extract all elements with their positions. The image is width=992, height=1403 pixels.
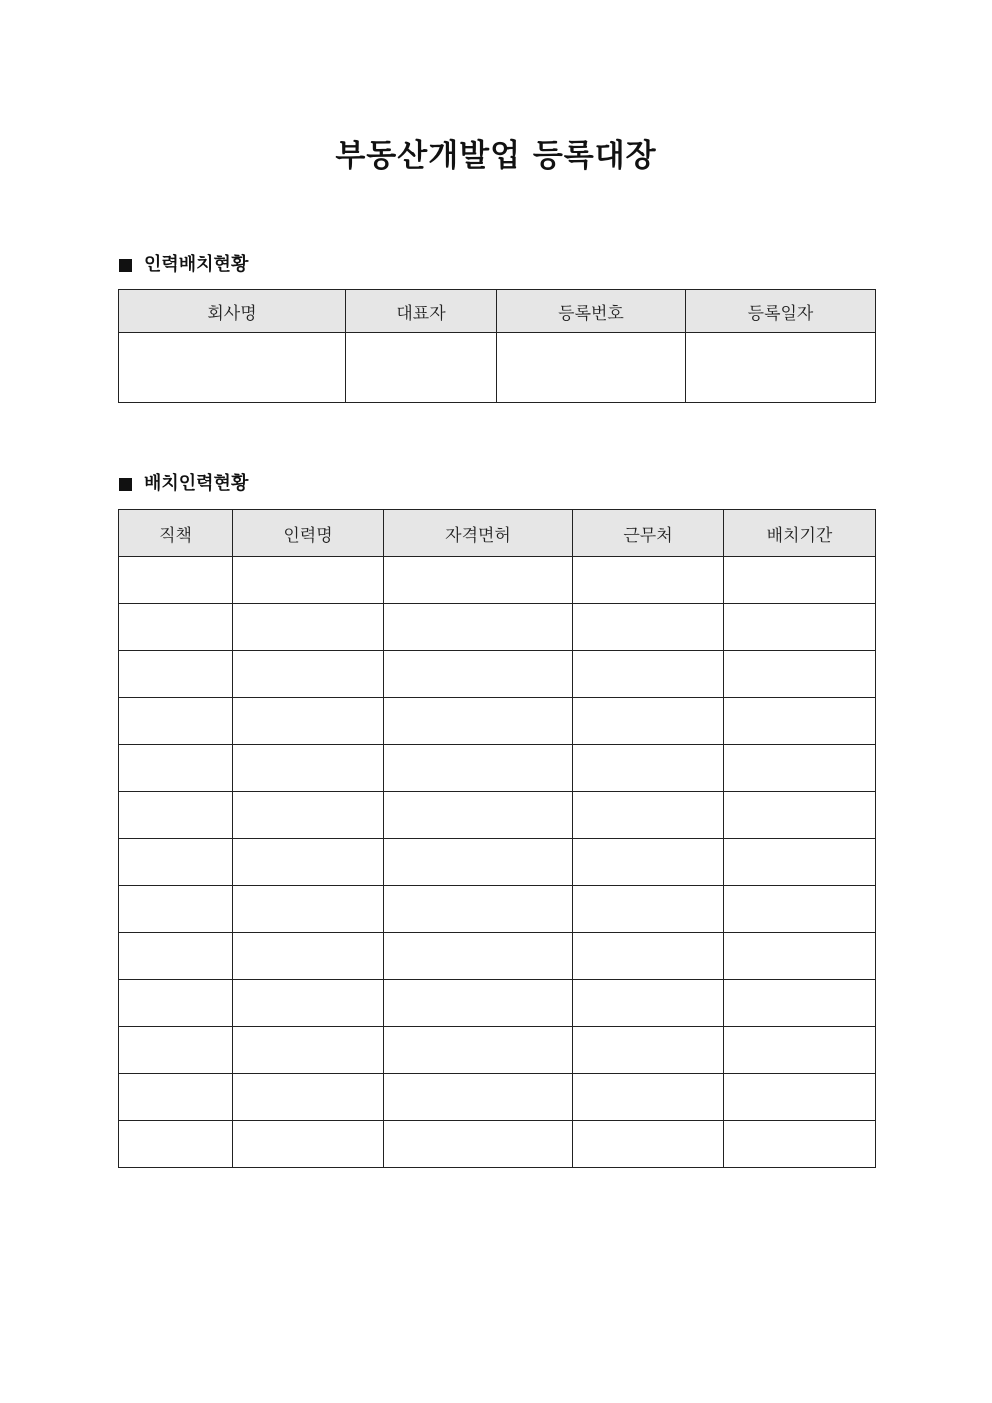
staff-name-cell[interactable] <box>233 651 384 698</box>
workplace-cell[interactable] <box>573 1074 724 1121</box>
license-cell[interactable] <box>384 1074 573 1121</box>
table-header-row <box>119 510 876 557</box>
license-cell[interactable] <box>384 698 573 745</box>
square-bullet-icon <box>119 259 132 272</box>
table-row <box>119 651 876 698</box>
table-row <box>119 792 876 839</box>
column-header-placement-period: 배치기간 <box>724 510 876 557</box>
workplace-cell[interactable] <box>573 557 724 604</box>
staff-name-cell[interactable] <box>233 933 384 980</box>
column-header-staff-name: 인력명 <box>233 510 384 557</box>
license-cell[interactable] <box>384 1027 573 1074</box>
license-cell[interactable] <box>384 980 573 1027</box>
position-cell[interactable] <box>119 604 233 651</box>
table-row <box>119 886 876 933</box>
position-cell[interactable] <box>119 839 233 886</box>
license-cell[interactable] <box>384 604 573 651</box>
staff-name-cell[interactable] <box>233 604 384 651</box>
placement-period-cell[interactable] <box>724 886 876 933</box>
position-cell[interactable] <box>119 557 233 604</box>
workplace-cell[interactable] <box>573 651 724 698</box>
placement-period-cell[interactable] <box>724 1074 876 1121</box>
placement-period-cell[interactable] <box>724 698 876 745</box>
column-header-company-name: 회사명 <box>119 290 346 333</box>
document-title: 부동산개발업 등록대장 <box>335 138 657 174</box>
table-row <box>119 933 876 980</box>
workplace-cell[interactable] <box>573 886 724 933</box>
section-heading-assigned-staff <box>119 472 248 496</box>
position-cell[interactable] <box>119 698 233 745</box>
license-cell[interactable] <box>384 651 573 698</box>
workplace-cell[interactable] <box>573 839 724 886</box>
table-row <box>119 557 876 604</box>
assigned-staff-table <box>118 509 876 1168</box>
workplace-cell[interactable] <box>573 604 724 651</box>
license-cell[interactable] <box>384 792 573 839</box>
workplace-cell[interactable] <box>573 698 724 745</box>
column-header-registration-number: 등록번호 <box>497 290 686 333</box>
placement-period-cell[interactable] <box>724 792 876 839</box>
placement-period-cell[interactable] <box>724 933 876 980</box>
workplace-cell[interactable] <box>573 792 724 839</box>
staff-name-cell[interactable] <box>233 557 384 604</box>
position-cell[interactable] <box>119 980 233 1027</box>
staff-name-cell[interactable] <box>233 886 384 933</box>
license-cell[interactable] <box>384 745 573 792</box>
position-cell[interactable] <box>119 745 233 792</box>
staff-name-cell[interactable] <box>233 1121 384 1168</box>
column-header-position: 직책 <box>119 510 233 557</box>
staff-name-cell[interactable] <box>233 1074 384 1121</box>
column-header-registration-date: 등록일자 <box>686 290 876 333</box>
position-cell[interactable] <box>119 933 233 980</box>
staff-name-cell[interactable] <box>233 745 384 792</box>
placement-period-cell[interactable] <box>724 651 876 698</box>
section-heading-staff-placement <box>119 253 248 277</box>
staff-name-cell[interactable] <box>233 980 384 1027</box>
placement-period-cell[interactable] <box>724 980 876 1027</box>
company-name-cell[interactable] <box>119 333 346 403</box>
registration-number-cell[interactable] <box>497 333 686 403</box>
position-cell[interactable] <box>119 1121 233 1168</box>
workplace-cell[interactable] <box>573 1027 724 1074</box>
workplace-cell[interactable] <box>573 933 724 980</box>
license-cell[interactable] <box>384 933 573 980</box>
position-cell[interactable] <box>119 1074 233 1121</box>
table-row <box>119 698 876 745</box>
registration-date-cell[interactable] <box>686 333 876 403</box>
table-header-row <box>119 290 876 333</box>
placement-period-cell[interactable] <box>724 557 876 604</box>
table-row <box>119 839 876 886</box>
placement-period-cell[interactable] <box>724 839 876 886</box>
license-cell[interactable] <box>384 557 573 604</box>
assigned-staff-rows <box>119 557 876 1168</box>
license-cell[interactable] <box>384 839 573 886</box>
placement-period-cell[interactable] <box>724 604 876 651</box>
company-info-table <box>118 289 876 403</box>
position-cell[interactable] <box>119 1027 233 1074</box>
placement-period-cell[interactable] <box>724 745 876 792</box>
position-cell[interactable] <box>119 792 233 839</box>
section-heading-label: 인력배치현황 <box>144 254 249 275</box>
placement-period-cell[interactable] <box>724 1121 876 1168</box>
table-row <box>119 1027 876 1074</box>
table-row <box>119 604 876 651</box>
workplace-cell[interactable] <box>573 980 724 1027</box>
column-header-license: 자격면허 <box>384 510 573 557</box>
column-header-workplace: 근무처 <box>573 510 724 557</box>
position-cell[interactable] <box>119 651 233 698</box>
staff-name-cell[interactable] <box>233 792 384 839</box>
position-cell[interactable] <box>119 886 233 933</box>
staff-name-cell[interactable] <box>233 1027 384 1074</box>
representative-cell[interactable] <box>346 333 497 403</box>
table-row <box>119 980 876 1027</box>
staff-name-cell[interactable] <box>233 839 384 886</box>
table-row <box>119 1121 876 1168</box>
table-row <box>119 333 876 403</box>
square-bullet-icon <box>119 478 132 491</box>
license-cell[interactable] <box>384 886 573 933</box>
table-row <box>119 1074 876 1121</box>
placement-period-cell[interactable] <box>724 1027 876 1074</box>
workplace-cell[interactable] <box>573 745 724 792</box>
column-header-representative: 대표자 <box>346 290 497 333</box>
staff-name-cell[interactable] <box>233 698 384 745</box>
table-row <box>119 745 876 792</box>
workplace-cell[interactable] <box>573 1121 724 1168</box>
license-cell[interactable] <box>384 1121 573 1168</box>
section-heading-label: 배치인력현황 <box>144 473 249 494</box>
